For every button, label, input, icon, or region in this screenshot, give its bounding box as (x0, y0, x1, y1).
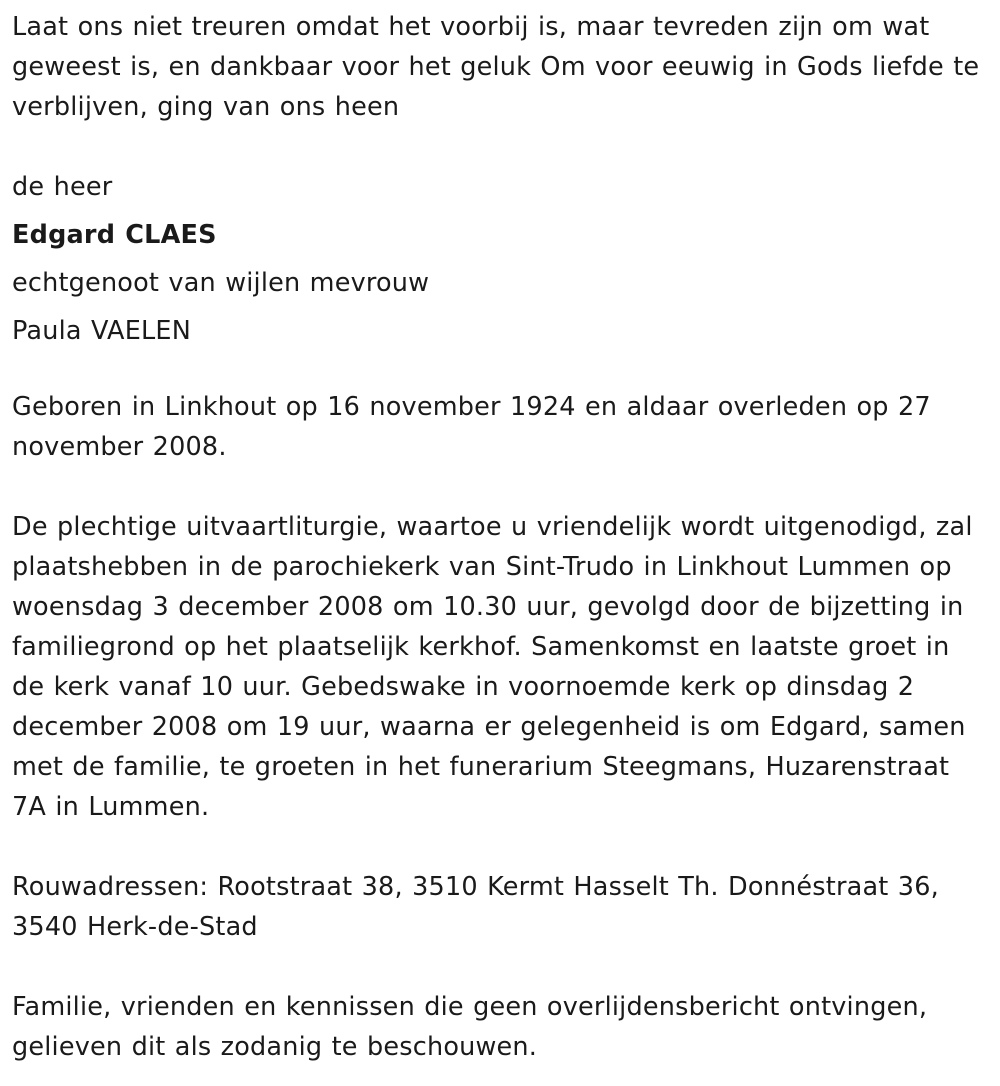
person-prefix: de heer (12, 172, 113, 202)
ceremony-line: de kerk vanaf 10 uur. Gebedswake in voornoemde kerk op dinsdag 2 (12, 672, 915, 702)
spacer (12, 947, 990, 987)
birth-death-line: Geboren in Linkhout op 16 november 1924 en aldaar overleden op 27 (12, 392, 931, 422)
birth-death-paragraph (12, 387, 990, 467)
addresses-paragraph (12, 867, 990, 947)
obituary-text (12, 7, 990, 1067)
ceremony-line: december 2008 om 19 uur, waarna er gelegenheid is om Edgard, samen (12, 712, 966, 742)
closing-line: gelieven dit als zodanig te beschouwen. (12, 1032, 538, 1062)
intro-line: geweest is, en dankbaar voor het geluk Om voor eeuwig in Gods liefde te (12, 52, 980, 82)
intro-line: Laat ons niet treuren omdat het voorbij is, maar tevreden zijn om wat (12, 12, 930, 42)
ceremony-line: met de familie, te groeten in het funerarium Steegmans, Huzarenstraat (12, 752, 950, 782)
ceremony-line: familiegrond op het plaatselijk kerkhof. Samenkomst en laatste groet in (12, 632, 950, 662)
spacer (12, 467, 990, 507)
deceased-name: Edgard CLAES (12, 220, 217, 250)
address-line: Rouwadressen: Rootstraat 38, 3510 Kermt Hasselt Th. Donnéstraat 36, (12, 872, 939, 902)
ceremony-paragraph (12, 507, 990, 827)
ceremony-line: De plechtige uitvaartliturgie, waartoe u vriendelijk wordt uitgenodigd, zal (12, 512, 973, 542)
spacer (12, 127, 990, 167)
closing-line: Familie, vrienden en kennissen die geen overlijdensbericht ontvingen, (12, 992, 928, 1022)
closing-paragraph (12, 987, 990, 1067)
birth-death-line: november 2008. (12, 432, 227, 462)
ceremony-line: woensdag 3 december 2008 om 10.30 uur, gevolgd door de bijzetting in (12, 592, 964, 622)
spacer (12, 355, 990, 387)
intro-paragraph (12, 7, 990, 127)
ceremony-line: plaatshebben in de parochiekerk van Sint-Trudo in Linkhout Lummen op (12, 552, 952, 582)
ceremony-line: 7A in Lummen. (12, 792, 210, 822)
intro-line: verblijven, ging van ons heen (12, 92, 400, 122)
spouse-name: Paula VAELEN (12, 316, 191, 346)
address-line: 3540 Herk-de-Stad (12, 912, 258, 942)
person-block (12, 163, 990, 355)
spacer (12, 827, 990, 867)
relation-text: echtgenoot van wijlen mevrouw (12, 268, 430, 298)
